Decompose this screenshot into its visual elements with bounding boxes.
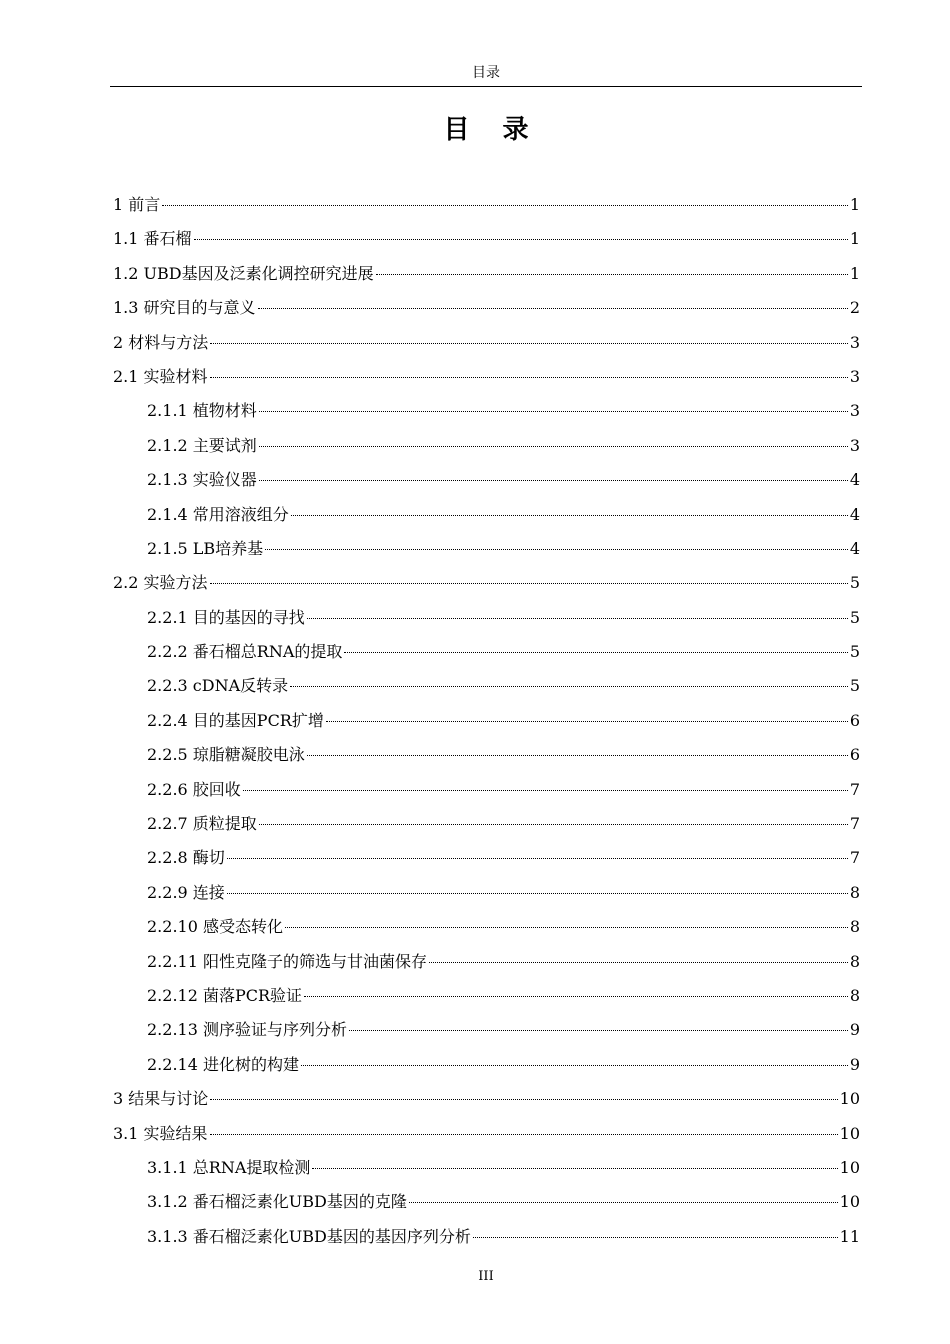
toc-entry-page: 9	[849, 1020, 860, 1040]
toc-entry[interactable]	[113, 979, 860, 1013]
dot-leader	[304, 996, 848, 997]
toc-entry[interactable]	[113, 1048, 860, 1082]
dot-leader	[473, 1237, 838, 1238]
toc-entry-page: 1	[849, 195, 860, 214]
toc-entry-page: 10	[839, 1089, 860, 1109]
toc-entry[interactable]	[113, 669, 860, 703]
toc-entry[interactable]	[113, 807, 860, 841]
toc-entry-title: 3.1 实验结果	[113, 1123, 208, 1143]
dot-leader	[194, 239, 848, 240]
dot-leader	[291, 515, 848, 516]
toc-entry-page: 5	[849, 642, 860, 662]
toc-entry-title: 2.1.5 LB培养基	[147, 538, 264, 558]
toc-entry-page: 8	[849, 951, 860, 971]
toc-entry[interactable]	[113, 291, 860, 325]
toc-entry-title: 2.1.2 主要试剂	[147, 435, 257, 455]
dot-leader	[259, 446, 848, 447]
toc-entry[interactable]	[113, 360, 860, 394]
toc-entry[interactable]	[113, 773, 860, 807]
toc-entry-page: 8	[849, 882, 860, 902]
toc-entry[interactable]	[113, 566, 860, 600]
toc-entry-page: 3	[849, 401, 860, 421]
toc-entry[interactable]	[113, 1151, 860, 1185]
dot-leader	[243, 790, 848, 791]
toc-entry[interactable]	[113, 841, 860, 875]
toc-entry[interactable]	[113, 945, 860, 979]
toc-entry-page: 5	[849, 573, 860, 593]
toc-entry-title: 2.2.10 感受态转化	[147, 917, 283, 937]
dot-leader	[210, 1099, 837, 1100]
toc-entry-title: 1.2 UBD基因及泛素化调控研究进展	[113, 263, 374, 283]
toc-entry-title: 3.1.3 番石榴泛素化UBD基因的基因序列分析	[147, 1226, 471, 1246]
dot-leader	[162, 205, 848, 206]
toc-entry[interactable]	[113, 1185, 860, 1219]
toc-entry-title: 2.1.3 实验仪器	[147, 470, 257, 490]
dot-leader	[409, 1202, 838, 1203]
dot-leader	[259, 480, 848, 481]
page-number: III	[478, 1269, 494, 1284]
toc-entry-page: 1	[849, 263, 860, 283]
toc-entry-page: 7	[849, 814, 860, 834]
toc-entry-page: 5	[849, 607, 860, 627]
toc-entry[interactable]	[113, 532, 860, 566]
toc-entry-title: 2.2.13 测序验证与序列分析	[147, 1020, 347, 1040]
toc-entry-page: 10	[839, 1192, 860, 1212]
toc-entry-title: 1.3 研究目的与意义	[113, 298, 256, 318]
toc-entry-title: 2.2.1 目的基因的寻找	[147, 607, 305, 627]
dot-leader	[227, 858, 848, 859]
toc-entry[interactable]	[113, 257, 860, 291]
dot-leader	[312, 1168, 837, 1169]
dot-leader	[210, 377, 848, 378]
toc-entry-title: 2.2.3 cDNA反转录	[147, 676, 289, 696]
toc-entry[interactable]	[113, 738, 860, 772]
dot-leader	[376, 274, 848, 275]
toc-entry-page: 3	[849, 366, 860, 386]
toc-entry-title: 2.1.4 常用溶液组分	[147, 504, 289, 524]
toc-entry-title: 2.2 实验方法	[113, 573, 208, 593]
toc-entry[interactable]	[113, 635, 860, 669]
toc-entry-title: 2.2.7 质粒提取	[147, 814, 257, 834]
toc-entry-page: 9	[849, 1054, 860, 1074]
toc-entry-page: 3	[849, 435, 860, 455]
toc-entry-page: 8	[849, 917, 860, 937]
toc-entry-page: 11	[839, 1226, 860, 1246]
toc-entry-title: 2.2.6 胶回收	[147, 779, 241, 799]
toc-entry[interactable]	[113, 222, 860, 256]
dot-leader	[265, 549, 848, 550]
dot-leader	[307, 755, 848, 756]
toc-entry[interactable]	[113, 188, 860, 222]
toc-entry-title: 3 结果与讨论	[113, 1089, 209, 1109]
toc-entry[interactable]	[113, 429, 860, 463]
toc-entry-page: 5	[849, 676, 860, 696]
header-rule	[110, 86, 862, 87]
toc-entry-page: 7	[849, 779, 860, 799]
toc-entry-title: 2.2.11 阳性克隆子的筛选与甘油菌保存	[147, 951, 427, 971]
toc-entry[interactable]	[113, 910, 860, 944]
toc-entry-page: 3	[849, 332, 860, 352]
toc-entry-page: 2	[849, 298, 860, 318]
toc-entry-title: 3.1.1 总RNA提取检测	[147, 1157, 311, 1177]
toc-entry-title: 2.2.8 酶切	[147, 848, 225, 868]
dot-leader	[349, 1030, 848, 1031]
toc-entry-title: 2 材料与方法	[113, 332, 209, 352]
dot-leader	[259, 824, 848, 825]
toc-entry[interactable]	[113, 394, 860, 428]
toc-entry[interactable]	[113, 876, 860, 910]
toc-entry-page: 7	[849, 848, 860, 868]
toc-entry[interactable]	[113, 463, 860, 497]
toc-entry-page: 6	[849, 745, 860, 765]
toc-entry-title: 2.1 实验材料	[113, 366, 208, 386]
toc-entry-title: 1.1 番石榴	[113, 229, 192, 249]
toc-entry-page: 10	[839, 1157, 860, 1177]
toc-entry[interactable]	[113, 601, 860, 635]
toc-entry[interactable]	[113, 498, 860, 532]
toc-entry[interactable]	[113, 1013, 860, 1047]
toc-entry[interactable]	[113, 704, 860, 738]
dot-leader	[210, 1134, 838, 1135]
toc-entry-page: 4	[849, 504, 860, 524]
toc-entry-page: 4	[849, 538, 860, 558]
dot-leader	[326, 721, 848, 722]
toc-entry-page: 1	[849, 229, 860, 249]
dot-leader	[210, 343, 848, 344]
dot-leader	[429, 962, 848, 963]
dot-leader	[227, 893, 848, 894]
toc-entry-title: 2.2.4 目的基因PCR扩增	[147, 710, 324, 730]
toc-entry-page: 8	[849, 985, 860, 1005]
dot-leader	[307, 618, 848, 619]
toc-entry[interactable]	[113, 1082, 860, 1116]
dot-leader	[285, 927, 848, 928]
toc-entry-page: 10	[839, 1123, 860, 1143]
toc-entry-title: 2.2.14 进化树的构建	[147, 1054, 299, 1074]
dot-leader	[290, 686, 848, 687]
dot-leader	[210, 583, 848, 584]
dot-leader	[259, 411, 848, 412]
toc-entry-title: 3.1.2 番石榴泛素化UBD基因的克隆	[147, 1192, 407, 1212]
toc-list	[113, 188, 860, 1254]
dot-leader	[301, 1065, 848, 1066]
running-header: 目录	[472, 65, 500, 81]
toc-entry[interactable]	[113, 1220, 860, 1254]
toc-entry-title: 2.1.1 植物材料	[147, 401, 257, 421]
toc-title: 目 录	[443, 115, 541, 145]
toc-entry-title: 2.2.5 琼脂糖凝胶电泳	[147, 745, 305, 765]
toc-entry-page: 6	[849, 710, 860, 730]
toc-entry[interactable]	[113, 326, 860, 360]
toc-entry-page: 4	[849, 470, 860, 490]
dot-leader	[258, 308, 848, 309]
toc-entry-title: 1 前言	[113, 195, 161, 214]
toc-entry[interactable]	[113, 1117, 860, 1151]
toc-entry-title: 2.2.12 菌落PCR验证	[147, 985, 303, 1005]
toc-entry-title: 2.2.2 番石榴总RNA的提取	[147, 642, 343, 662]
dot-leader	[344, 652, 847, 653]
toc-entry-title: 2.2.9 连接	[147, 882, 225, 902]
